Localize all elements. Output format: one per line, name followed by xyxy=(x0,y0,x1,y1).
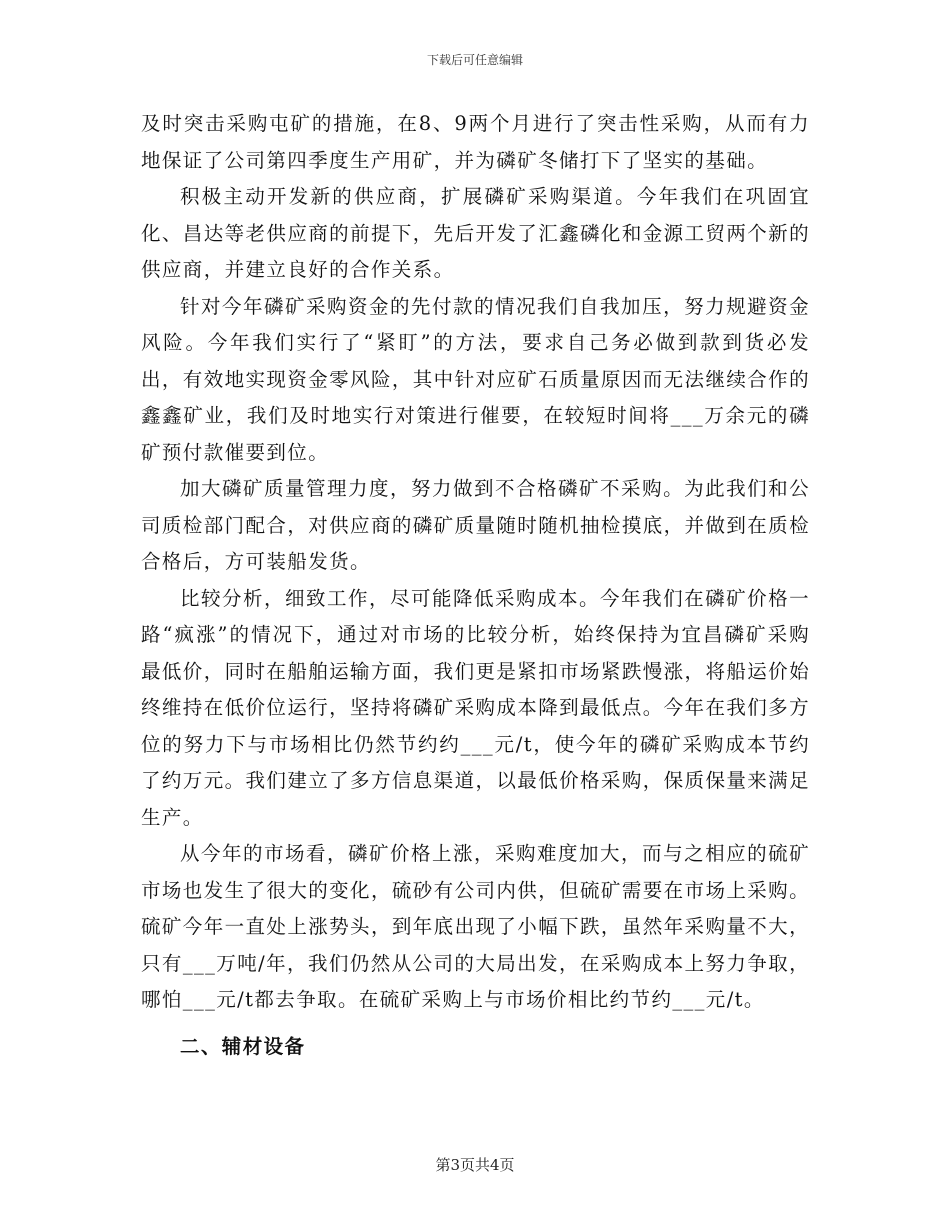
paragraph-quality-management: 加大磷矿质量管理力度，努力做到不合格磷矿不采购。为此我们和公司质检部门配合，对供应商的磷矿质量随时随机抽检摸底，并做到在质检合格后，方可装船发货。 xyxy=(141,477,810,573)
document-body xyxy=(141,106,810,1065)
page-header: 下载后可任意编辑 xyxy=(426,53,523,67)
paragraph-funding-risk: 针对今年磷矿采购资金的先付款的情况我们自我加压，努力规避资金风险。今年我们实行了“紧盯”的方法，要求自己务必做到款到货必发出，有效地实现资金零风险，其中针对应矿石质量原因而无法继续合作的鑫鑫矿业，我们及时地实行对策进行催要，在较短时间将___万余元的磷矿预付款催要到位。 xyxy=(141,294,810,464)
section-heading: 二、辅材设备 xyxy=(180,1034,306,1058)
paragraph-sulfur-market: 从今年的市场看，磷矿价格上涨，采购难度加大，而与之相应的硫矿市场也发生了很大的变化，硫砂有公司内供，但硫矿需要在市场上采购。硫矿今年一直处上涨势头，到年底出现了小幅下跌，虽然年采购量不大，只有___万吨/年，我们仍然从公司的大局出发，在采购成本上努力争取，哪怕___元/t都去争取。在硫矿采购上与市场价相比约节约___元/t。 xyxy=(141,842,810,1011)
paragraph-continued: 及时突击采购屯矿的措施，在8、9两个月进行了突击性采购，从而有力地保证了公司第四季度生产用矿，并为磷矿冬储打下了坚实的基础。 xyxy=(141,112,810,172)
paragraph-cost-reduction: 比较分析，细致工作，尽可能降低采购成本。今年我们在磷矿价格一路“疯涨”的情况下，通过对市场的比较分析，始终保持为宜昌磷矿采购最低价，同时在船舶运输方面，我们更是紧扣市场紧跌慢涨，将船运价始终维持在低价位运行，坚持将磷矿采购成本降到最低点。今年在我们多方位的努力下与市场相比仍然节约约___元/t，使今年的磷矿采购成本节约了约万元。我们建立了多方信息渠道，以最低价格采购，保质保量来满足生产。 xyxy=(141,586,810,829)
page-footer: 第3页共4页 xyxy=(435,1156,515,1174)
paragraph-new-suppliers: 积极主动开发新的供应商，扩展磷矿采购渠道。今年我们在巩固宜化、昌达等老供应商的前提下，先后开发了汇鑫磷化和金源工贸两个新的供应商，并建立良好的合作关系。 xyxy=(141,185,810,281)
